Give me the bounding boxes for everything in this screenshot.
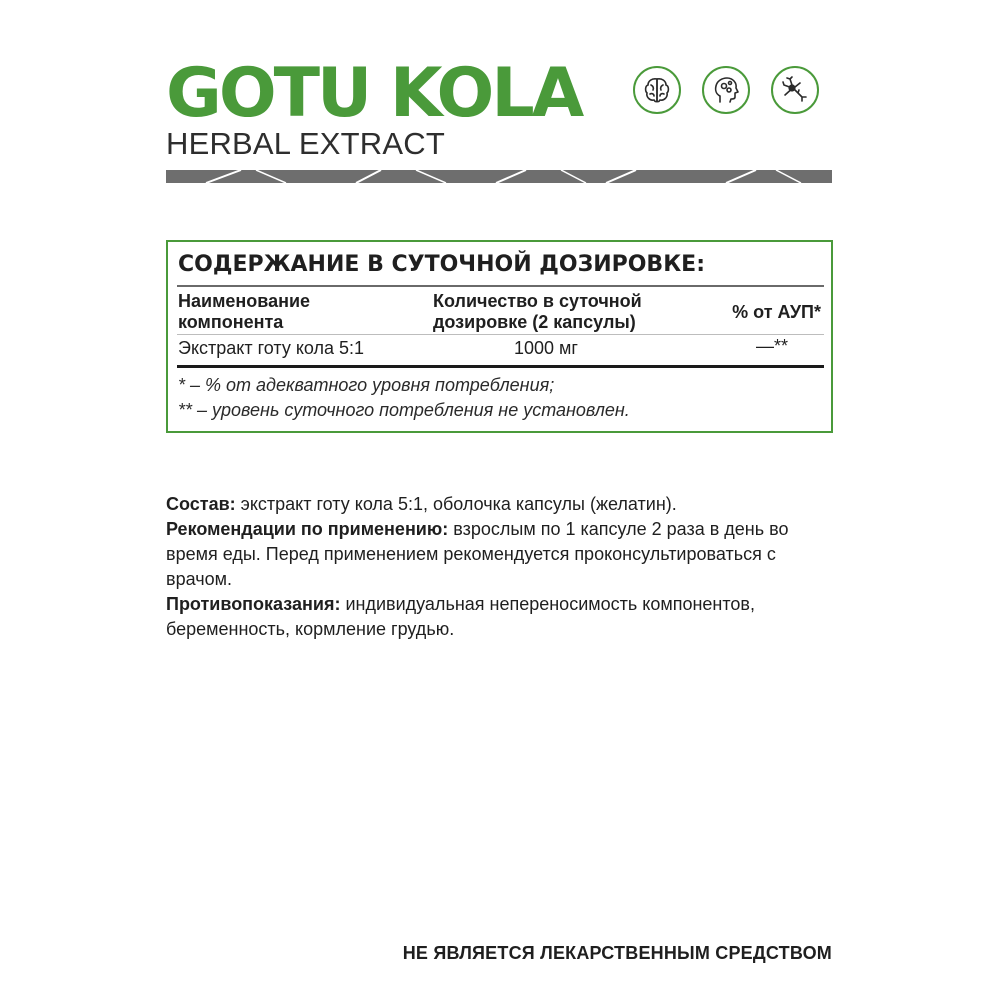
- row-percent: —**: [756, 336, 789, 356]
- divider: [177, 285, 824, 287]
- contra-text: индивидуальная непереносимость компонентов, беременность, кормление грудью.: [166, 594, 755, 639]
- divider: [177, 365, 824, 368]
- column-header-percent: % от АУП*: [732, 302, 821, 322]
- usage: [166, 517, 826, 592]
- footnote-1: * – % от адекватного уровня потребления;: [178, 375, 555, 395]
- brain-icon: [633, 66, 681, 114]
- contraindications: [166, 592, 806, 642]
- table-header: СОДЕРЖАНИЕ В СУТОЧНОЙ ДОЗИРОВКЕ:: [178, 252, 706, 277]
- product-subtitle: HERBAL EXTRACT: [166, 126, 445, 161]
- divider: [177, 334, 824, 335]
- composition-text: экстракт готу кола 5:1, оболочка капсулы (желатин).: [235, 494, 677, 514]
- composition-label: Состав:: [166, 494, 236, 514]
- column-header-amount: Количество в суточной дозировке (2 капсулы): [433, 291, 642, 332]
- product-info: [166, 492, 836, 642]
- column-header-component: Наименование компонента: [178, 291, 311, 332]
- composition: [166, 492, 836, 517]
- benefit-icons: [633, 66, 819, 114]
- usage-text: взрослым по 1 капсуле 2 раза в день во время еды. Перед применением рекомендуется проконсультироваться с врачом.: [166, 519, 789, 589]
- contra-label: Противопоказания:: [166, 594, 341, 614]
- daily-dose-table: [166, 240, 833, 433]
- row-component-name: Экстракт готу кола 5:1: [178, 338, 365, 358]
- neuron-icon: [771, 66, 819, 114]
- decorative-stripe: [166, 170, 832, 183]
- row-amount: 1000 мг: [514, 338, 578, 358]
- product-title: GOTU KOLA: [166, 54, 582, 133]
- head-gears-icon: [702, 66, 750, 114]
- usage-label: Рекомендации по применению:: [166, 519, 449, 539]
- disclaimer: НЕ ЯВЛЯЕТСЯ ЛЕКАРСТВЕННЫМ СРЕДСТВОМ: [402, 943, 832, 963]
- footnote-2: ** – уровень суточного потребления не установлен.: [178, 400, 630, 420]
